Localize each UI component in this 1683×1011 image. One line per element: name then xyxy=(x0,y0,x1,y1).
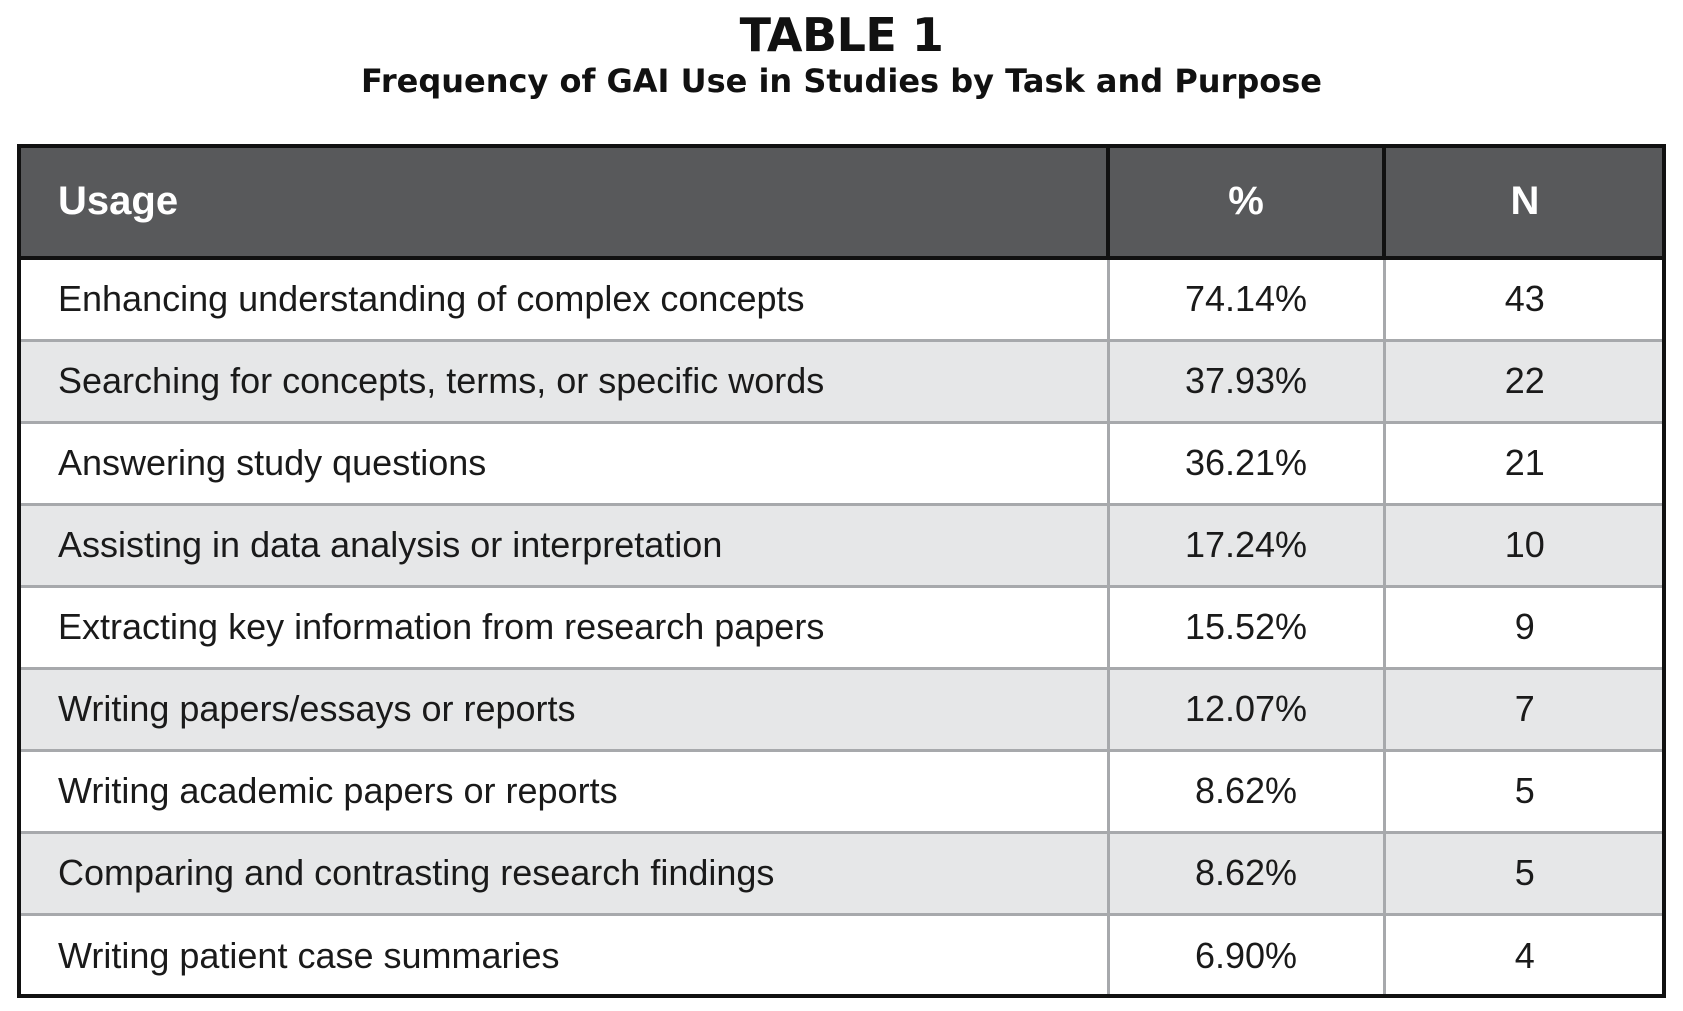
percent-cell: 17.24% xyxy=(1108,504,1384,586)
percent-cell: 15.52% xyxy=(1108,586,1384,668)
table-row xyxy=(19,832,1664,914)
table-row xyxy=(19,668,1664,750)
percent-cell: 36.21% xyxy=(1108,422,1384,504)
column-header-percent: % xyxy=(1108,146,1384,258)
usage-cell: Comparing and contrasting research findings xyxy=(19,832,1108,914)
usage-frequency-table xyxy=(19,146,1664,996)
percent-cell: 37.93% xyxy=(1108,340,1384,422)
column-header-usage: Usage xyxy=(19,146,1108,258)
count-cell: 22 xyxy=(1384,340,1664,422)
count-cell: 5 xyxy=(1384,750,1664,832)
usage-cell: Answering study questions xyxy=(19,422,1108,504)
count-cell: 10 xyxy=(1384,504,1664,586)
table-row xyxy=(19,258,1664,340)
table-row xyxy=(19,504,1664,586)
count-cell: 4 xyxy=(1514,934,1535,976)
count-cell: 21 xyxy=(1384,422,1664,504)
table-title: TABLE 1 xyxy=(739,8,944,62)
table-header xyxy=(19,146,1664,258)
count-cell: 5 xyxy=(1384,832,1664,914)
count-cell: 9 xyxy=(1384,586,1664,668)
usage-cell: Assisting in data analysis or interpretation xyxy=(19,504,1108,586)
count-cell: 43 xyxy=(1384,258,1664,340)
table-row xyxy=(19,750,1664,832)
table-row xyxy=(19,422,1664,504)
percent-cell: 12.07% xyxy=(1108,668,1384,750)
usage-cell: Extracting key information from research papers xyxy=(19,586,1108,668)
percent-cell: 6.90% xyxy=(1108,914,1384,996)
header-row xyxy=(19,146,1664,258)
usage-cell: Writing patient case summaries xyxy=(19,914,1108,996)
table-row xyxy=(19,586,1664,668)
usage-cell: Writing academic papers or reports xyxy=(19,750,1108,832)
table-subtitle: Frequency of GAI Use in Studies by Task and Purpose xyxy=(361,62,1322,100)
usage-cell: Writing papers/essays or reports xyxy=(19,668,1108,750)
table-row xyxy=(19,914,1664,996)
column-header-n: N xyxy=(1384,146,1664,258)
count-cell: 7 xyxy=(1384,668,1664,750)
percent-cell: 8.62% xyxy=(1108,832,1384,914)
table-body xyxy=(19,258,1664,996)
table-row xyxy=(19,340,1664,422)
percent-cell: 74.14% xyxy=(1108,258,1384,340)
percent-cell: 8.62% xyxy=(1108,750,1384,832)
usage-cell: Searching for concepts, terms, or specific words xyxy=(19,340,1108,422)
usage-cell: Enhancing understanding of complex concepts xyxy=(19,258,1108,340)
